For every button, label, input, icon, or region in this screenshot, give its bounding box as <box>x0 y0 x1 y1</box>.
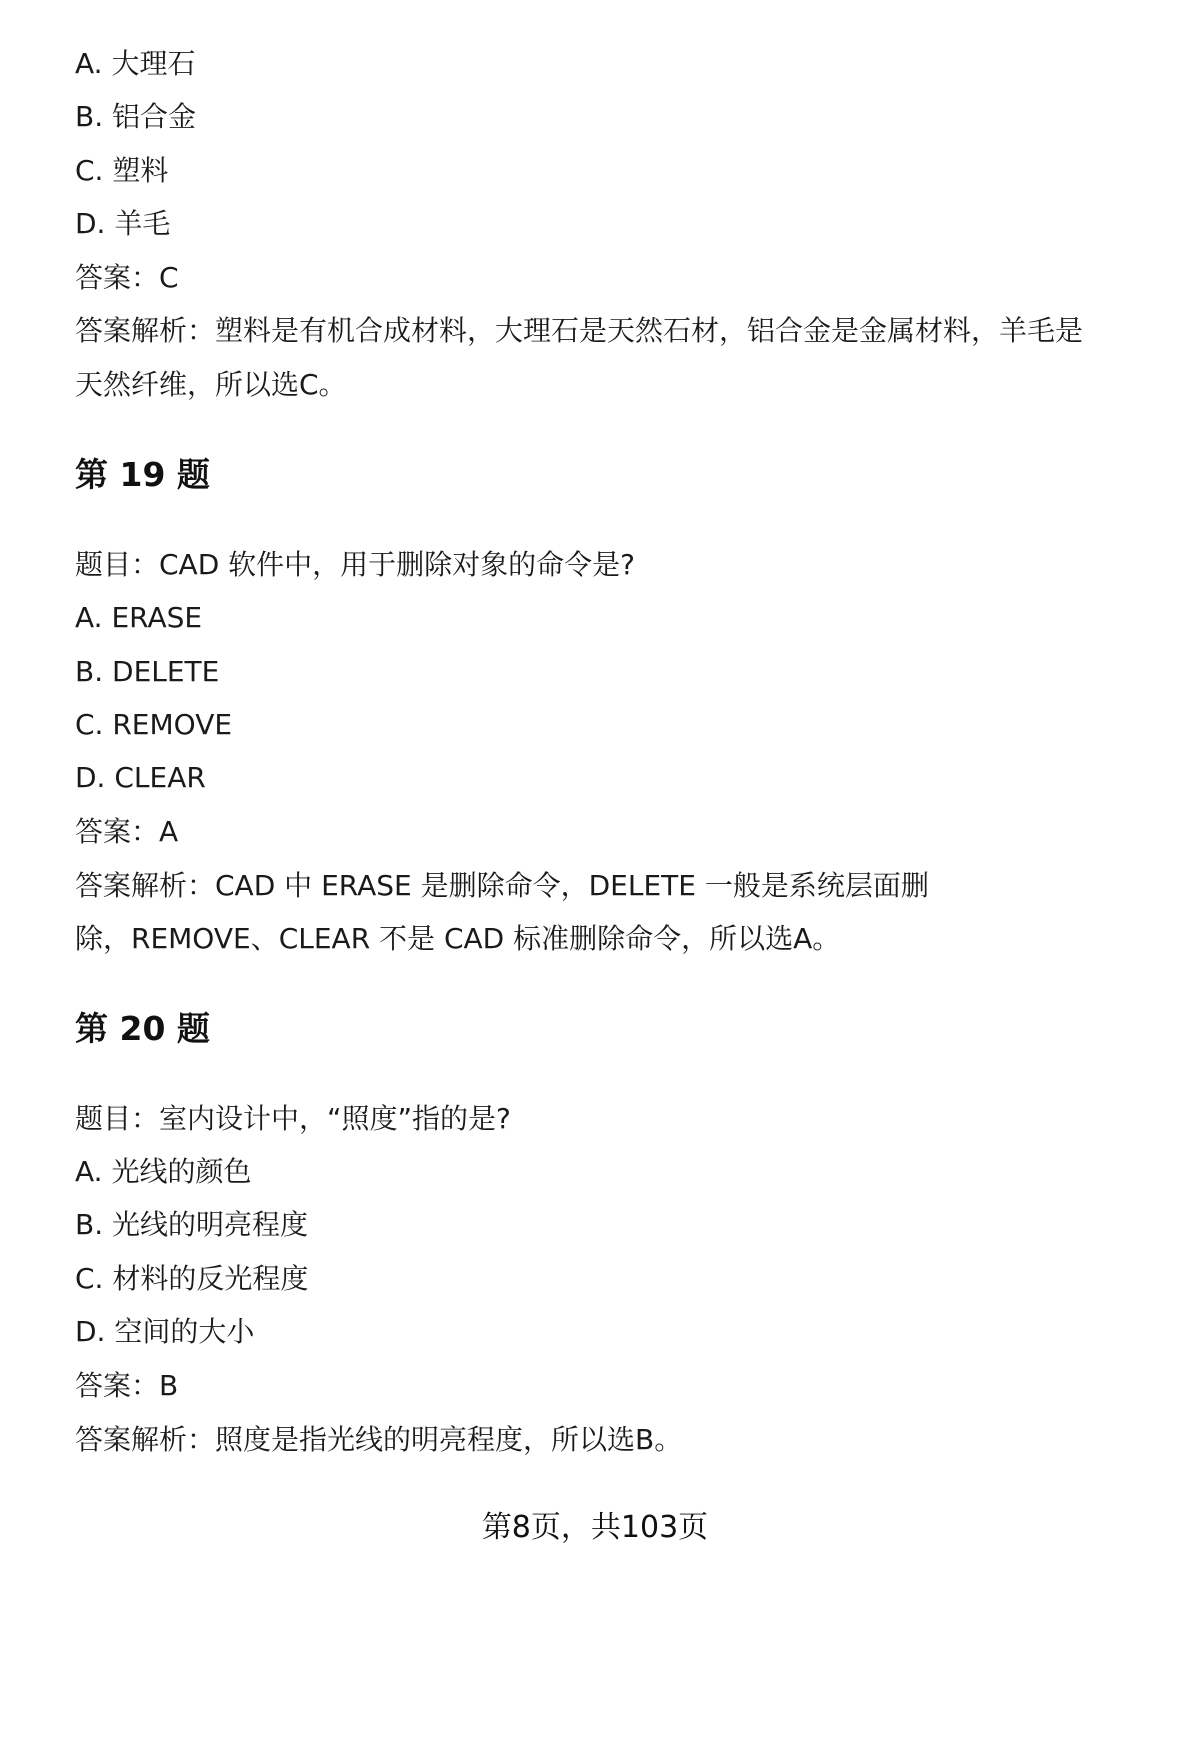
question-stem: 题目：室内设计中，“照度”指的是? <box>75 1102 511 1135</box>
option-a: A. 光线的颜色 <box>75 1155 252 1188</box>
explanation-line-1: 答案解析：照度是指光线的明亮程度，所以选B。 <box>75 1423 683 1456</box>
option-a: A. ERASE <box>75 601 203 634</box>
answer: 答案：A <box>75 815 179 848</box>
option-b: B. 铝合金 <box>75 100 197 133</box>
answer: 答案：C <box>75 261 179 294</box>
question-stem: 题目：CAD 软件中，用于删除对象的命令是? <box>75 548 636 581</box>
page-number: 第8页，共103页 <box>481 1510 709 1545</box>
option-b: B. DELETE <box>75 655 220 688</box>
answer: 答案：B <box>75 1369 179 1402</box>
explanation-line-2: 天然纤维，所以选C。 <box>75 368 347 401</box>
option-d: D. 空间的大小 <box>75 1315 255 1348</box>
option-c: C. REMOVE <box>75 708 233 741</box>
option-d: D. CLEAR <box>75 761 206 794</box>
option-c: C. 塑料 <box>75 154 169 187</box>
explanation-line-1: 答案解析：塑料是有机合成材料，大理石是天然石材，铝合金是金属材料，羊毛是 <box>75 314 1084 347</box>
option-d: D. 羊毛 <box>75 207 171 240</box>
option-a: A. 大理石 <box>75 47 196 80</box>
question-heading: 第 19 题 <box>75 455 210 494</box>
question-heading: 第 20 题 <box>75 1009 210 1048</box>
explanation-line-2: 除，REMOVE、CLEAR 不是 CAD 标准删除命令，所以选A。 <box>75 922 841 955</box>
option-c: C. 材料的反光程度 <box>75 1262 309 1295</box>
option-b: B. 光线的明亮程度 <box>75 1208 309 1241</box>
explanation-line-1: 答案解析：CAD 中 ERASE 是删除命令，DELETE 一般是系统层面删 <box>75 869 929 902</box>
